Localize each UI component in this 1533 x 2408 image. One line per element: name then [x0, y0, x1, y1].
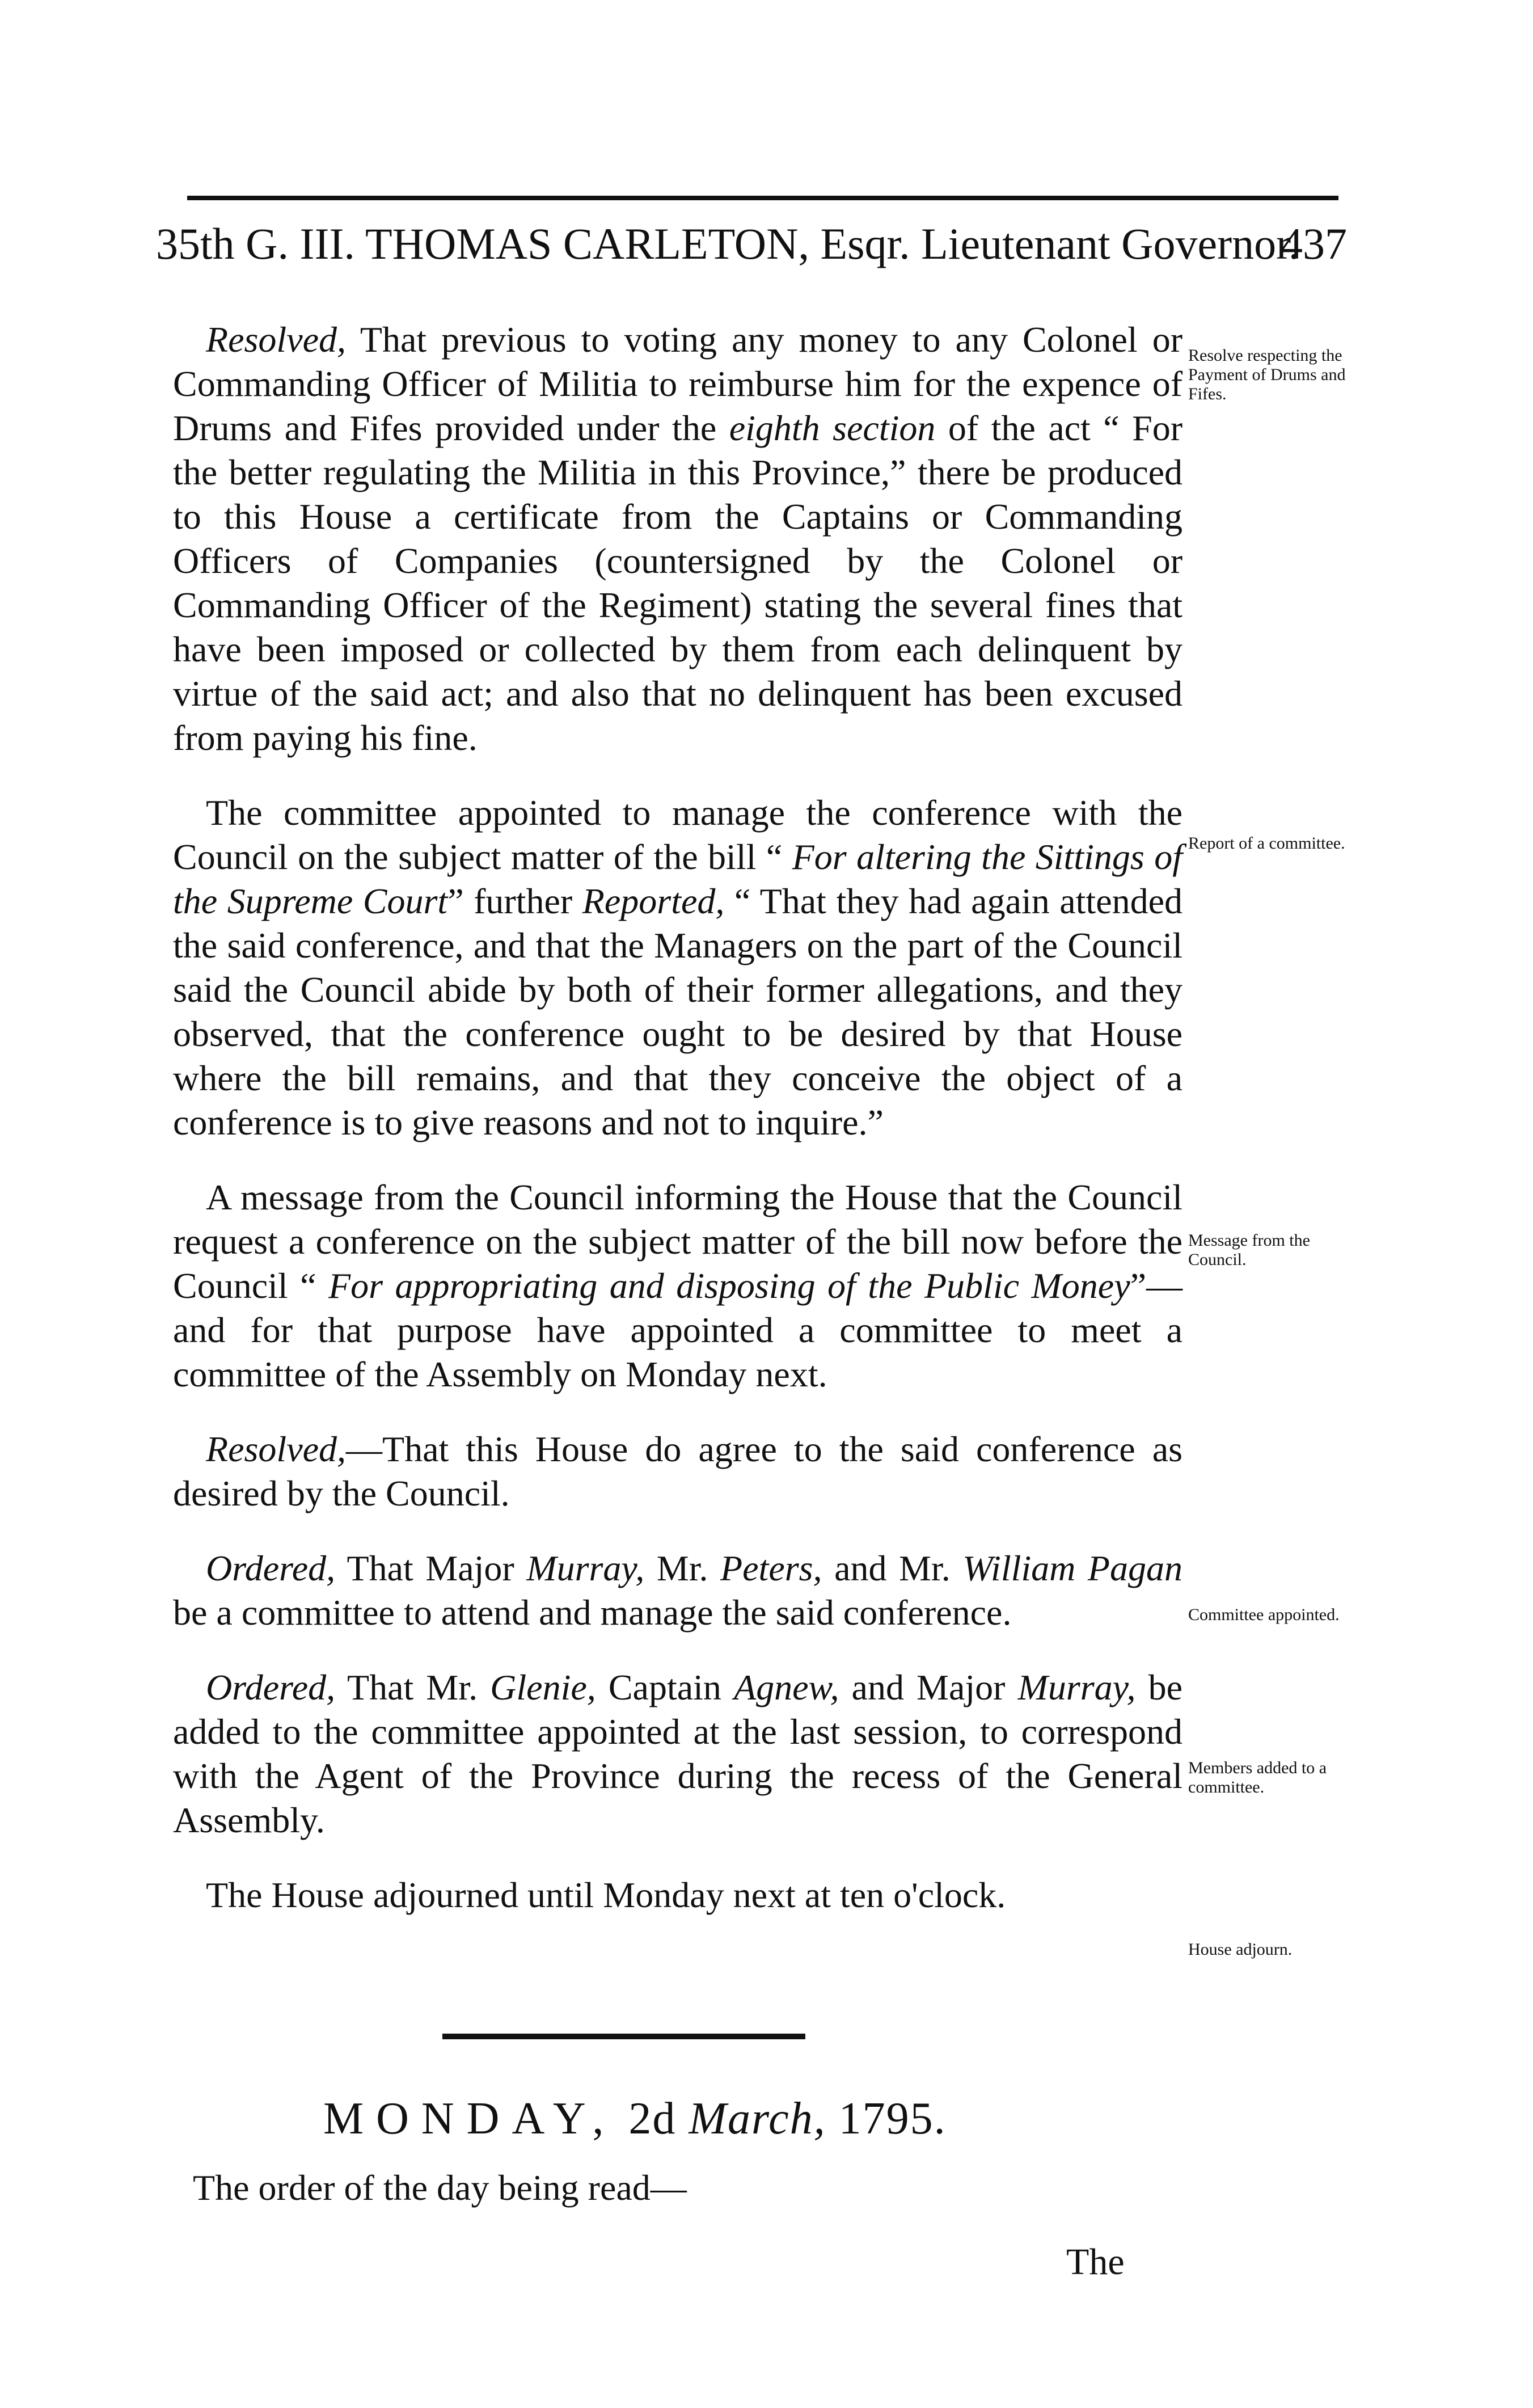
- section-rule: [442, 2034, 805, 2039]
- margin-note-report: Report of a committee.: [1188, 834, 1345, 853]
- header-title: THOMAS CARLETON, Esqr. Lieutenant Governor.: [365, 219, 1300, 268]
- order-of-day: The order of the day being read—: [193, 2167, 687, 2208]
- paragraph-lead: Resolved,: [206, 1429, 346, 1469]
- header-session: 35th G. III.: [156, 219, 355, 268]
- date-month: March,: [689, 2094, 826, 2144]
- paragraph-resolve-drums: Resolved, That previous to voting any money to any Colonel or Commanding Officer of Militia to reimburse him for the expence of Drums and Fifes provided under the eighth section of the act “ For the better regulating the Militia in this Province,” there be produced to this House a certificate from the Captains or Commanding Officers of Companies (countersigned by the Colonel or Commanding Officer of the Regiment) stating the several fines that have been imposed or collected by them from each delinquent by virtue of the said act; and also that no delinquent has been excused from paying his fine.: [173, 319, 1183, 758]
- paragraph-adjourn: The House adjourned until Monday next at ten o'clock.: [206, 1875, 1006, 1915]
- running-header: [156, 218, 1347, 281]
- date-year: 1795.: [838, 2094, 947, 2144]
- margin-note-adjourn: House adjourn.: [1188, 1940, 1293, 1959]
- paragraph-lead: Ordered,: [206, 1548, 336, 1588]
- paragraph-committee-report: The committee appointed to manage the conference with the Council on the subject matter of the bill “ For altering the Sittings of the Supreme Court” further Reported, “ That they had again attended the said conference, and that the Managers on the part of the Council said the Council abide by both of their former allegations, and they observed, that the conference ought to be desired by that House where the bill remains, and that they conceive the object of a conference is to give reasons and not to inquire.”: [173, 792, 1183, 1142]
- date-day: MONDAY,: [323, 2094, 616, 2144]
- paragraph-lead: Ordered,: [206, 1667, 336, 1707]
- paragraph-lead: Resolved,: [206, 319, 346, 360]
- margin-note-committee: Committee appointed.: [1188, 1605, 1340, 1624]
- catchword: The: [1066, 2241, 1125, 2283]
- paragraph-order-committee: Ordered, That Major Murray, Mr. Peters, and Mr. William Pagan be a committee to attend and manage the said conference.: [173, 1548, 1183, 1633]
- margin-note-message: Message from the Council.: [1188, 1231, 1310, 1269]
- paragraph-resolve-conference: Resolved,—That this House do agree to the said conference as desired by the Council.: [173, 1429, 1183, 1513]
- paragraph-order-members: Ordered, That Mr. Glenie, Captain Agnew, and Major Murray, be added to the committee appointed at the last session, to correspond with the Agent of the Province during the recess of the General Assembly.: [173, 1667, 1183, 1840]
- header-rule: [187, 196, 1338, 200]
- date-date: 2d: [628, 2094, 677, 2144]
- page-number: 437: [1281, 219, 1347, 268]
- paragraph-council-message: A message from the Council informing the House that the Council request a conference on the subject matter of the bill now before the Council “ For appropriating and disposing of the Public Money”—and for that purpose have appointed a committee to meet a committee of the Assembly on Monday next.: [173, 1177, 1183, 1394]
- margin-note-resolve: Resolve respecting the Payment of Drums and Fifes.: [1188, 346, 1346, 403]
- date-heading: [323, 2093, 947, 2145]
- main-text: [173, 318, 1183, 1948]
- margin-note-members: Members added to a committee.: [1188, 1758, 1327, 1796]
